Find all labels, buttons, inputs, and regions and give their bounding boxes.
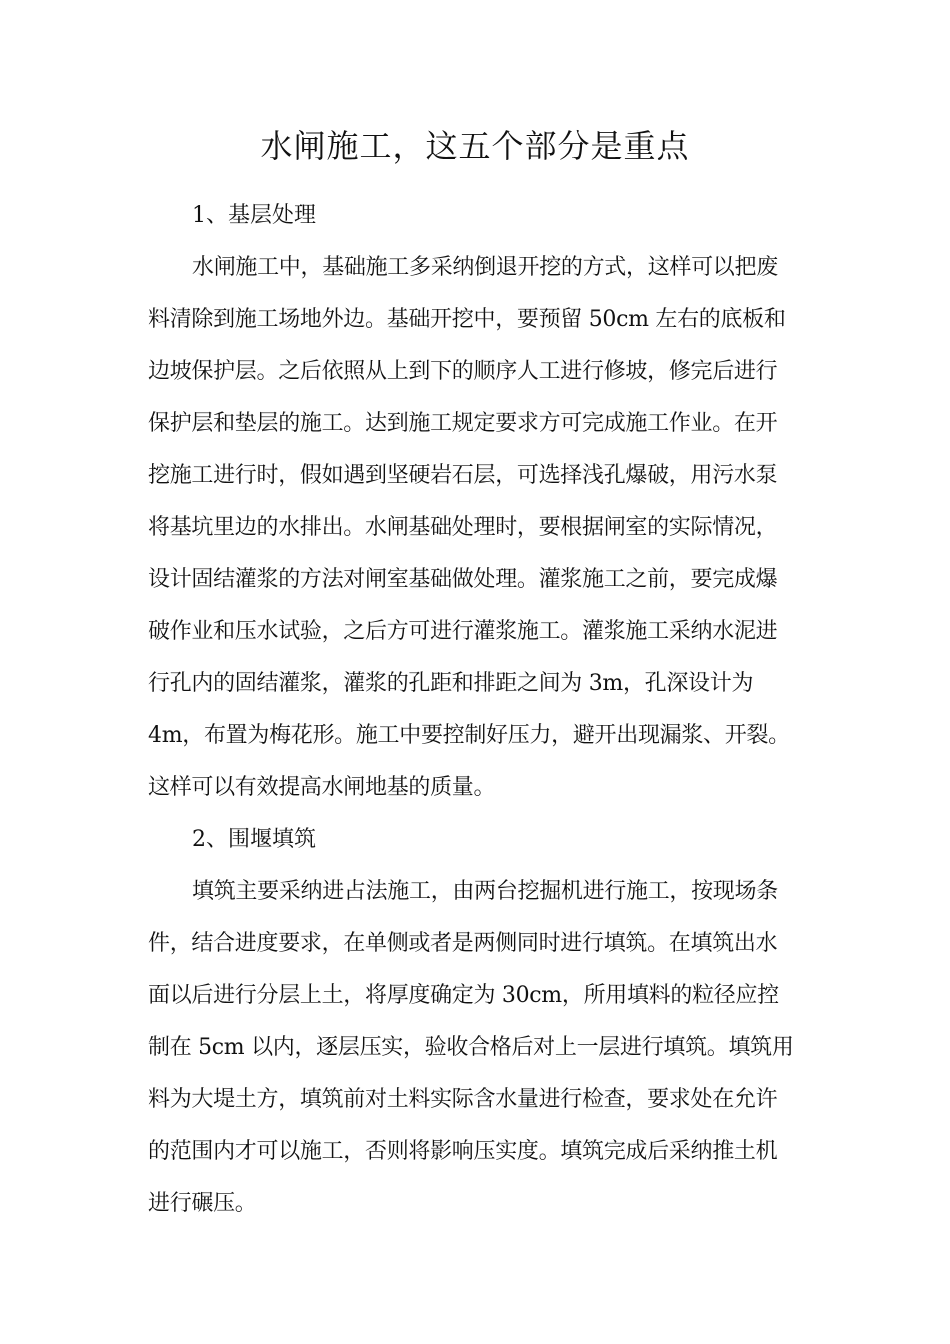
document-title: 水闸施工，这五个部分是重点: [260, 127, 690, 165]
paragraph-line: 料清除到施工场地外边。基础开挖中，要预留 50cm 左右的底板和: [148, 307, 786, 332]
paragraph-line: 这样可以有效提高水闸地基的质量。: [148, 775, 496, 800]
paragraph-line: 的范围内才可以施工，否则将影响压实度。填筑完成后采纳推土机: [148, 1139, 778, 1164]
paragraph-line: 料为大堤土方，填筑前对土料实际含水量进行检查，要求处在允许: [148, 1087, 778, 1112]
paragraph-line: 将基坑里边的水排出。水闸基础处理时，要根据闸室的实际情况，: [148, 515, 778, 540]
paragraph-line: 设计固结灌浆的方法对闸室基础做处理。灌浆施工之前，要完成爆: [148, 567, 778, 592]
paragraph-line: 破作业和压水试验，之后方可进行灌浆施工。灌浆施工采纳水泥进: [148, 619, 778, 644]
paragraph-line: 件，结合进度要求，在单侧或者是两侧同时进行填筑。在填筑出水: [148, 931, 778, 956]
paragraph-line: 制在 5cm 以内，逐层压实，验收合格后对上一层进行填筑。填筑用: [148, 1035, 794, 1060]
paragraph-line: 边坡保护层。之后依照从上到下的顺序人工进行修坡，修完后进行: [148, 359, 778, 384]
paragraph-line: 保护层和垫层的施工。达到施工规定要求方可完成施工作业。在开: [148, 411, 778, 436]
section-heading-1: 1、基层处理: [192, 203, 316, 228]
document-body: [148, 190, 800, 1230]
paragraph-line: 面以后进行分层上土，将厚度确定为 30cm，所用填料的粒径应控: [148, 983, 779, 1008]
paragraph-line: 进行碾压。: [148, 1191, 257, 1216]
paragraph-line: 填筑主要采纳进占法施工，由两台挖掘机进行施工，按现场条: [192, 879, 778, 904]
paragraph-line: 水闸施工中，基础施工多采纳倒退开挖的方式，这样可以把废: [192, 255, 778, 280]
paragraph-line: 4m，布置为梅花形。施工中要控制好压力，避开出现漏浆、开裂。: [148, 723, 790, 748]
section-heading-2: 2、围堰填筑: [192, 827, 316, 852]
paragraph-line: 行孔内的固结灌浆，灌浆的孔距和排距之间为 3m，孔深设计为: [148, 671, 754, 696]
paragraph-line: 挖施工进行时，假如遇到坚硬岩石层，可选择浅孔爆破，用污水泵: [148, 463, 778, 488]
